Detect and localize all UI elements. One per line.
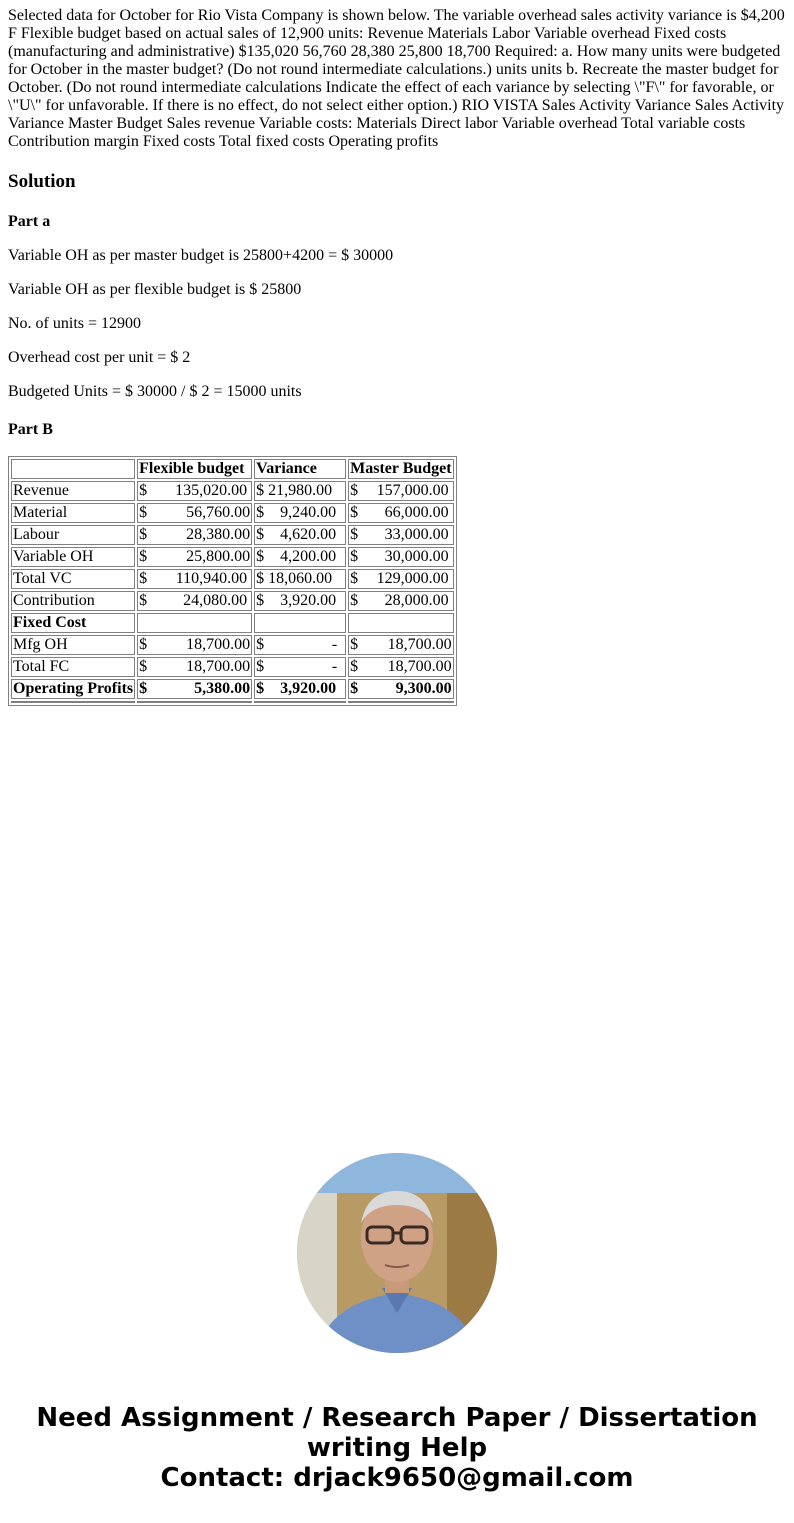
amount: 3,920.00 [280, 592, 337, 609]
row-label: Contribution [11, 591, 135, 611]
flex-cell [137, 613, 252, 633]
table-spacer-row [11, 701, 454, 703]
master-cell [348, 657, 453, 677]
currency-symbol: $ [139, 526, 148, 543]
table-row [11, 679, 454, 699]
flex-cell [137, 547, 252, 567]
header-variance: Variance [254, 459, 346, 479]
amount: - [331, 658, 338, 675]
part-a-heading: Part a [8, 213, 51, 230]
table-row [11, 547, 454, 567]
master-cell [348, 635, 453, 655]
master-cell [348, 679, 453, 699]
currency-symbol: $ [350, 658, 359, 675]
currency-symbol: $ [256, 680, 265, 697]
table-row [11, 569, 454, 589]
master-cell [348, 503, 453, 523]
currency-symbol: $ [256, 570, 265, 587]
flex-cell [137, 503, 252, 523]
variance-cell [254, 657, 346, 677]
currency-symbol: $ [350, 504, 359, 521]
variance-cell [254, 613, 346, 633]
row-label: Labour [11, 525, 135, 545]
amount: 56,760.00 [186, 504, 251, 521]
part-a-line-5: Budgeted Units = $ 30000 / $ 2 = 15000 units [8, 383, 302, 400]
currency-symbol: $ [139, 658, 148, 675]
spacer-cell [11, 701, 135, 703]
amount: 66,000.00 [384, 504, 449, 521]
table-row [11, 591, 454, 611]
variance-cell [254, 547, 346, 567]
row-label: Operating Profits [13, 680, 134, 697]
footer-help-line: Need Assignment / Research Paper / Dissertation writing Help [36, 1403, 758, 1463]
currency-symbol: $ [350, 482, 359, 499]
row-label: Variable OH [11, 547, 135, 567]
amount: 28,000.00 [384, 592, 449, 609]
currency-symbol: $ [256, 592, 265, 609]
part-a-line-1: Variable OH as per master budget is 25800+4200 = $ 30000 [8, 247, 394, 264]
flex-cell [137, 679, 252, 699]
master-cell [348, 569, 453, 589]
currency-symbol: $ [139, 482, 148, 499]
amount: 4,200.00 [280, 548, 337, 565]
currency-symbol: $ [139, 570, 148, 587]
table-row [11, 503, 454, 523]
master-cell [348, 547, 453, 567]
table-row [11, 635, 454, 655]
spacer-cell [254, 701, 346, 703]
master-cell [348, 613, 453, 633]
currency-symbol: $ [256, 658, 265, 675]
flex-cell [137, 657, 252, 677]
part-b-heading: Part B [8, 421, 53, 438]
amount: 28,380.00 [186, 526, 251, 543]
amount: 18,700.00 [186, 636, 251, 653]
amount: 33,000.00 [384, 526, 449, 543]
variance-cell [254, 503, 346, 523]
variance-cell [254, 525, 346, 545]
part-a-line-4: Overhead cost per unit = $ 2 [8, 349, 191, 366]
currency-symbol: $ [350, 548, 359, 565]
flex-cell [137, 635, 252, 655]
currency-symbol: $ [256, 482, 265, 499]
flex-cell [137, 525, 252, 545]
amount: 135,020.00 [175, 482, 248, 499]
currency-symbol: $ [139, 680, 148, 697]
photo-wall [297, 1153, 497, 1193]
table-row [11, 613, 454, 633]
amount: 24,080.00 [183, 592, 248, 609]
amount: 3,920.00 [280, 680, 337, 697]
document-content [8, 7, 786, 706]
currency-symbol: $ [350, 592, 359, 609]
footer-promo [0, 1403, 794, 1493]
currency-symbol: $ [350, 680, 359, 697]
amount: 157,000.00 [376, 482, 449, 499]
amount: 18,700.00 [387, 636, 452, 653]
amount: 9,300.00 [395, 680, 452, 697]
part-a-line-3: No. of units = 12900 [8, 315, 142, 332]
amount: 25,800.00 [186, 548, 251, 565]
spacer-cell [137, 701, 252, 703]
amount: 5,380.00 [194, 680, 251, 697]
master-cell [348, 525, 453, 545]
amount: 18,700.00 [186, 658, 251, 675]
spacer-cell [348, 701, 453, 703]
solution-heading: Solution [8, 171, 76, 192]
amount: 9,240.00 [280, 504, 337, 521]
currency-symbol: $ [139, 636, 148, 653]
amount: 4,620.00 [280, 526, 337, 543]
flex-cell [137, 569, 252, 589]
variance-cell [254, 569, 346, 589]
currency-symbol: $ [256, 526, 265, 543]
variance-cell [254, 679, 346, 699]
currency-symbol: $ [350, 636, 359, 653]
question-text: Selected data for October for Rio Vista Company is shown below. The variable overhead sales activity variance is $4,200 F Flexible budget based on actual sales of 12,900 units: Revenue Materials Labor Variable overhead Fixed costs (manufacturing and administrative) $135,020 56,760 28,380 25,800 18,700 Required: a. How many units were budgeted for October in the master budget? (Do not round intermediate calculations.) units units b. Recreate the master budget for October. (Do not round intermediate calculations Indicate the effect of each variance by selecting \"F\" for favorable, or \"U\" for unfavorable. If there is no effect, do not select either option.) RIO VISTA Sales Activity Variance Sales Activity Variance Master Budget Sales revenue Variable costs: Materials Direct labor Variable overhead Total variable costs Contribution margin Fixed costs Total fixed costs Operating profits [8, 7, 785, 150]
flex-cell [137, 591, 252, 611]
currency-symbol: $ [350, 570, 359, 587]
amount: 18,700.00 [387, 658, 452, 675]
variance-cell [254, 481, 346, 501]
table-row [11, 657, 454, 677]
row-label: Material [11, 503, 135, 523]
currency-symbol: $ [256, 504, 265, 521]
footer-contact-line: Contact: drjack9650@gmail.com [160, 1463, 634, 1493]
row-label: Fixed Cost [11, 613, 135, 633]
master-cell [348, 591, 453, 611]
row-label: Total VC [11, 569, 135, 589]
amount: 21,980.00 [268, 482, 333, 499]
currency-symbol: $ [139, 592, 148, 609]
currency-symbol: $ [256, 548, 265, 565]
author-avatar [297, 1153, 497, 1353]
currency-symbol: $ [350, 526, 359, 543]
budget-table [8, 456, 457, 706]
variance-cell [254, 635, 346, 655]
part-a-line-2: Variable OH as per flexible budget is $ 25800 [8, 281, 302, 298]
header-blank [11, 459, 135, 479]
variance-cell [254, 591, 346, 611]
table-header-row [11, 459, 454, 479]
author-photo-illustration [297, 1153, 497, 1353]
amount: - [331, 636, 338, 653]
table-row [11, 481, 454, 501]
row-label: Mfg OH [11, 635, 135, 655]
flex-cell [137, 481, 252, 501]
header-master-budget: Master Budget [350, 460, 452, 477]
currency-symbol: $ [139, 504, 148, 521]
row-label: Revenue [11, 481, 135, 501]
amount: 18,060.00 [268, 570, 333, 587]
table-row [11, 525, 454, 545]
master-cell [348, 481, 453, 501]
photo-side-wall [297, 1193, 337, 1353]
row-label: Total FC [11, 657, 135, 677]
header-flexible-budget: Flexible budget [137, 459, 252, 479]
currency-symbol: $ [256, 636, 265, 653]
amount: 129,000.00 [376, 570, 449, 587]
amount: 30,000.00 [384, 548, 449, 565]
currency-symbol: $ [139, 548, 148, 565]
amount: 110,940.00 [175, 570, 248, 587]
